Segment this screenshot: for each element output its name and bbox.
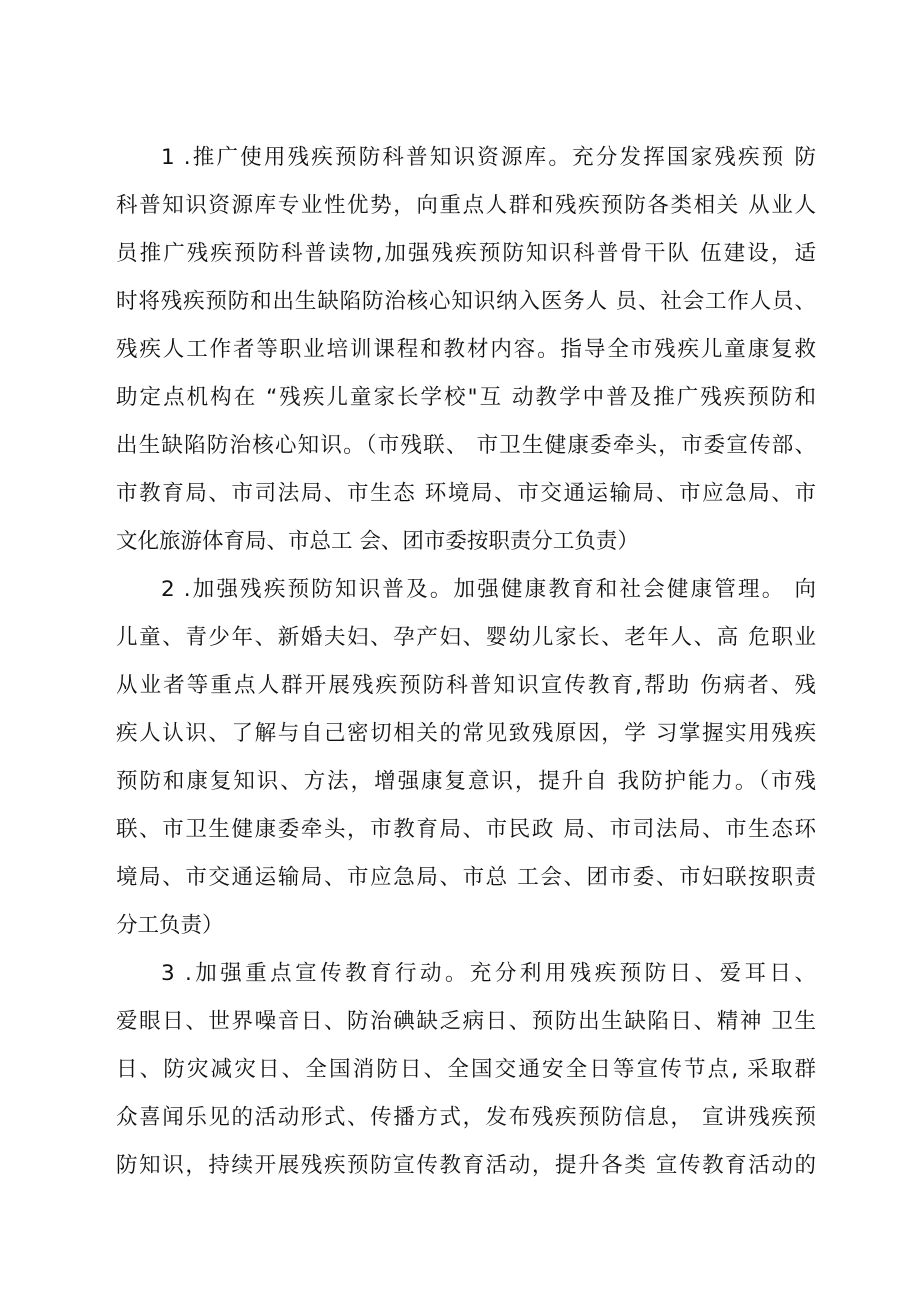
- paragraph-1-line: 员推广残疾预防科普读物,加强残疾预防知识科普骨干队 伍建设，适: [116, 241, 816, 266]
- paragraph-2-line: 2 .加强残疾预防知识普及。加强健康教育和社会健康管理。 向: [161, 577, 816, 602]
- paragraph-1-line: 残疾人工作者等职业培训课程和教材内容。指导全市残疾儿童康复救: [116, 337, 816, 362]
- paragraph-2-line: 联、市卫生健康委牵头，市教育局、市民政 局、市司法局、市生态环: [116, 817, 816, 842]
- paragraph-2-line: 境局、市交通运输局、市应急局、市总 工会、团市委、市妇联按职责: [116, 865, 816, 890]
- paragraph-3-line: 爱眼日、世界噪音日、防治碘缺乏病日、预防出生缺陷日、精神 卫生: [116, 1009, 816, 1034]
- paragraph-1-line: 助定点机构在 “残疾儿童家长学校"互 动教学中普及推广残疾预防和: [116, 385, 816, 410]
- paragraph-1-line: 1 .推广使用残疾预防科普知识资源库。充分发挥国家残疾预 防: [161, 145, 816, 170]
- paragraph-1-line: 时将残疾预防和出生缺陷防治核心知识纳入医务人 员、社会工作人员、: [116, 289, 816, 314]
- paragraph-2-line: 预防和康复知识、方法，增强康复意识，提升自 我防护能力。（市残: [116, 769, 816, 794]
- paragraph-3-line: 众喜闻乐见的活动形式、传播方式，发布残疾预防信息， 宣讲残疾预: [116, 1105, 816, 1130]
- paragraph-2-line: 从业者等重点人群开展残疾预防科普知识宣传教育,帮助 伤病者、残: [116, 673, 816, 698]
- paragraph-1-line: 出生缺陷防治核心知识。（市残联、 市卫生健康委牵头，市委宣传部、: [116, 433, 816, 458]
- paragraph-2-line: 分工负责）: [116, 913, 224, 938]
- paragraph-1-line: 科普知识资源库专业性优势，向重点人群和残疾预防各类相关 从业人: [116, 193, 816, 218]
- paragraph-1-line: 市教育局、市司法局、市生态 环境局、市交通运输局、市应急局、市: [116, 481, 816, 506]
- paragraph-3-line: 3 .加强重点宣传教育行动。充分利用残疾预防日、爱耳日、: [161, 961, 816, 986]
- paragraph-1-line: 文化旅游体育局、市总工 会、团市委按职责分工负责）: [116, 529, 639, 554]
- paragraph-2-line: 疾人认识、了解与自己密切相关的常见致残原因，学 习掌握实用残疾: [116, 721, 816, 746]
- paragraph-2-line: 儿童、青少年、新婚夫妇、孕产妇、婴幼儿家长、老年人、高 危职业: [116, 625, 816, 650]
- paragraph-3-line: 日、防灾减灾日、全国消防日、全国交通安全日等宣传节点, 采取群: [116, 1057, 816, 1082]
- paragraph-3-line: 防知识，持续开展残疾预防宣传教育活动，提升各类 宣传教育活动的: [116, 1153, 816, 1178]
